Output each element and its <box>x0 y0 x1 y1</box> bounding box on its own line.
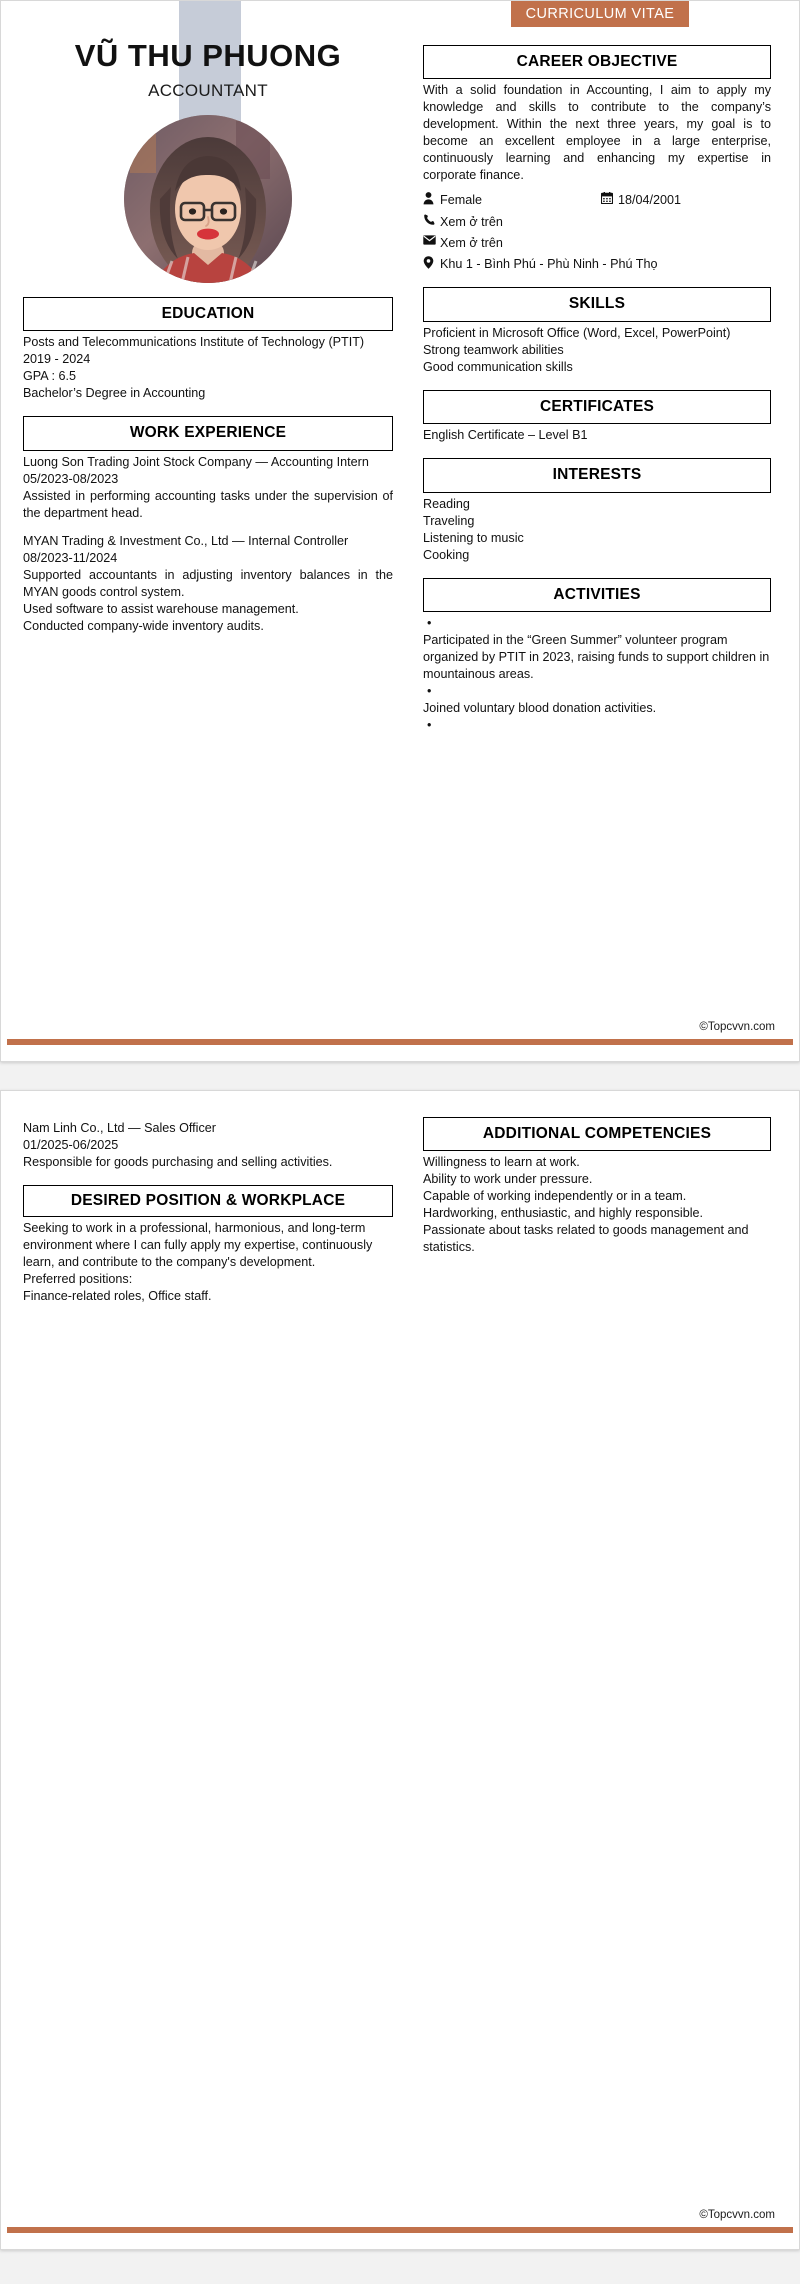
section-heading-additional-competencies: ADDITIONAL COMPETENCIES <box>423 1117 771 1151</box>
certificates-body <box>423 427 771 444</box>
job-duty: Responsible for goods purchasing and selling activities. <box>23 1155 333 1169</box>
footer-accent-bar <box>7 2227 793 2233</box>
desired-position-line: Preferred positions: <box>23 1272 133 1287</box>
right-column <box>423 11 771 734</box>
job-duty: Assisted in performing accounting tasks under the supervision of the department head. <box>23 488 393 520</box>
page-title: VŨ THU PHUONG <box>74 38 342 73</box>
desired-position-body <box>23 1220 393 1305</box>
skills-body <box>423 325 771 376</box>
job-title-line: Luong Son Trading Joint Stock Company — Accounting Intern <box>23 454 369 469</box>
activity-bullet: • <box>427 683 432 698</box>
right-column-page-2 <box>423 1117 771 1305</box>
activity-bullet: • <box>427 615 432 630</box>
location-pin-icon <box>423 255 440 269</box>
cv-page-2 <box>0 1090 800 2250</box>
avatar <box>124 115 292 283</box>
interest-item: Cooking <box>423 547 470 562</box>
calendar-icon <box>601 191 618 204</box>
footer-credit: ©Topcvvn.com <box>699 1021 775 1033</box>
job-title-line: Nam Linh Co., Ltd — Sales Officer <box>23 1121 216 1135</box>
career-objective-text: With a solid foundation in Accounting, I aim to apply my knowledge and skills to contribute to the company’s development. Within the next three years, my goal is to become an excellent employee in a large enterprise, continuously learning and enhancing my expertise in corporate finance. <box>423 83 771 183</box>
interest-item: Traveling <box>423 513 475 528</box>
education-line: GPA : 6.5 <box>23 369 76 384</box>
competency-item: Capable of working independently or in a team. <box>423 1189 687 1204</box>
contact-phone-value: Xem ở trên <box>440 214 503 229</box>
job-period: 01/2025-06/2025 <box>23 1138 119 1152</box>
section-heading-work-experience: WORK EXPERIENCE <box>23 416 393 450</box>
section-heading-education: EDUCATION <box>23 297 393 331</box>
envelope-icon <box>423 234 440 245</box>
job-title-line: MYAN Trading & Investment Co., Ltd — Internal Controller <box>23 533 349 548</box>
interest-item: Reading <box>423 496 470 511</box>
contact-info <box>423 191 771 273</box>
activity-bullet: • <box>427 717 432 732</box>
competency-item: Willingness to learn at work. <box>423 1155 580 1170</box>
job-title: ACCOUNTANT <box>148 81 268 101</box>
job-duty: Supported accountants in adjusting inventory balances in the MYAN goods control system. <box>23 567 393 599</box>
person-icon <box>423 191 440 205</box>
contact-gender <box>423 191 601 209</box>
contact-row-phone <box>423 213 771 231</box>
contact-email-value: Xem ở trên <box>440 235 503 250</box>
section-heading-certificates: CERTIFICATES <box>423 390 771 424</box>
page-2-columns <box>23 1091 777 1305</box>
section-heading-desired-position: DESIRED POSITION & WORKPLACE <box>23 1185 393 1217</box>
desired-position-line: Finance-related roles, Office staff. <box>23 1289 212 1304</box>
education-line: Bachelor’s Degree in Accounting <box>23 386 206 401</box>
education-line: 2019 - 2024 <box>23 352 91 367</box>
section-heading-career-objective: CAREER OBJECTIVE <box>423 45 771 79</box>
section-heading-interests: INTERESTS <box>423 458 771 492</box>
contact-birthday <box>601 191 681 209</box>
contact-gender-value: Female <box>440 193 482 208</box>
competency-item: Ability to work under pressure. <box>423 1172 593 1187</box>
job-duty: Used software to assist warehouse management. <box>23 601 299 616</box>
activity-item: Joined voluntary blood donation activities. <box>423 700 657 715</box>
phone-icon <box>423 213 440 226</box>
section-heading-activities: ACTIVITIES <box>423 578 771 612</box>
activities-body <box>423 615 771 734</box>
footer-accent-bar <box>7 1039 793 1045</box>
avatar-wrap <box>23 115 393 283</box>
work-experience-body <box>23 454 393 635</box>
curriculum-vitae-badge-label: CURRICULUM VITAE <box>525 6 675 22</box>
education-line: Posts and Telecommunications Institute of Technology (PTIT) <box>23 335 365 350</box>
contact-address-value: Khu 1 - Bình Phú - Phù Ninh - Phú Thọ <box>440 257 658 272</box>
skill-item: Strong teamwork abilities <box>423 342 564 357</box>
activity-item: Participated in the “Green Summer” volunteer program organized by PTIT in 2023, raising funds to support children in mountainous areas. <box>423 632 770 681</box>
skill-item: Proficient in Microsoft Office (Word, Excel, PowerPoint) <box>423 325 731 340</box>
competency-item: Passionate about tasks related to goods management and statistics. <box>423 1223 749 1255</box>
page-1-columns <box>23 1 777 734</box>
work-experience-continued <box>23 1120 393 1171</box>
contact-row-gender-birthday <box>423 191 771 209</box>
contact-birthday-value: 18/04/2001 <box>618 193 682 208</box>
interest-item: Listening to music <box>423 530 524 545</box>
competency-item: Hardworking, enthusiastic, and highly responsible. <box>423 1206 704 1221</box>
job-duty: Conducted company-wide inventory audits. <box>23 618 264 633</box>
section-heading-skills: SKILLS <box>423 287 771 321</box>
additional-competencies-body <box>423 1154 771 1256</box>
certificate-item: English Certificate – Level B1 <box>423 428 588 443</box>
footer-credit: ©Topcvvn.com <box>699 2209 775 2221</box>
contact-row-address <box>423 255 771 273</box>
job-period: 05/2023-08/2023 <box>23 471 119 486</box>
contact-row-email <box>423 234 771 252</box>
spacer <box>23 522 393 533</box>
left-column <box>23 11 393 734</box>
job-period: 08/2023-11/2024 <box>23 550 118 565</box>
left-column-page-2 <box>23 1117 393 1305</box>
desired-position-line: Seeking to work in a professional, harmonious, and long-term environment where I can fully apply my expertise, continuously learn, and contribute to the company's development. <box>23 1221 373 1270</box>
skill-item: Good communication skills <box>423 359 573 374</box>
career-objective-body <box>423 82 771 184</box>
interests-body <box>423 496 771 564</box>
cv-page-1 <box>0 0 800 1062</box>
education-body <box>23 334 393 402</box>
